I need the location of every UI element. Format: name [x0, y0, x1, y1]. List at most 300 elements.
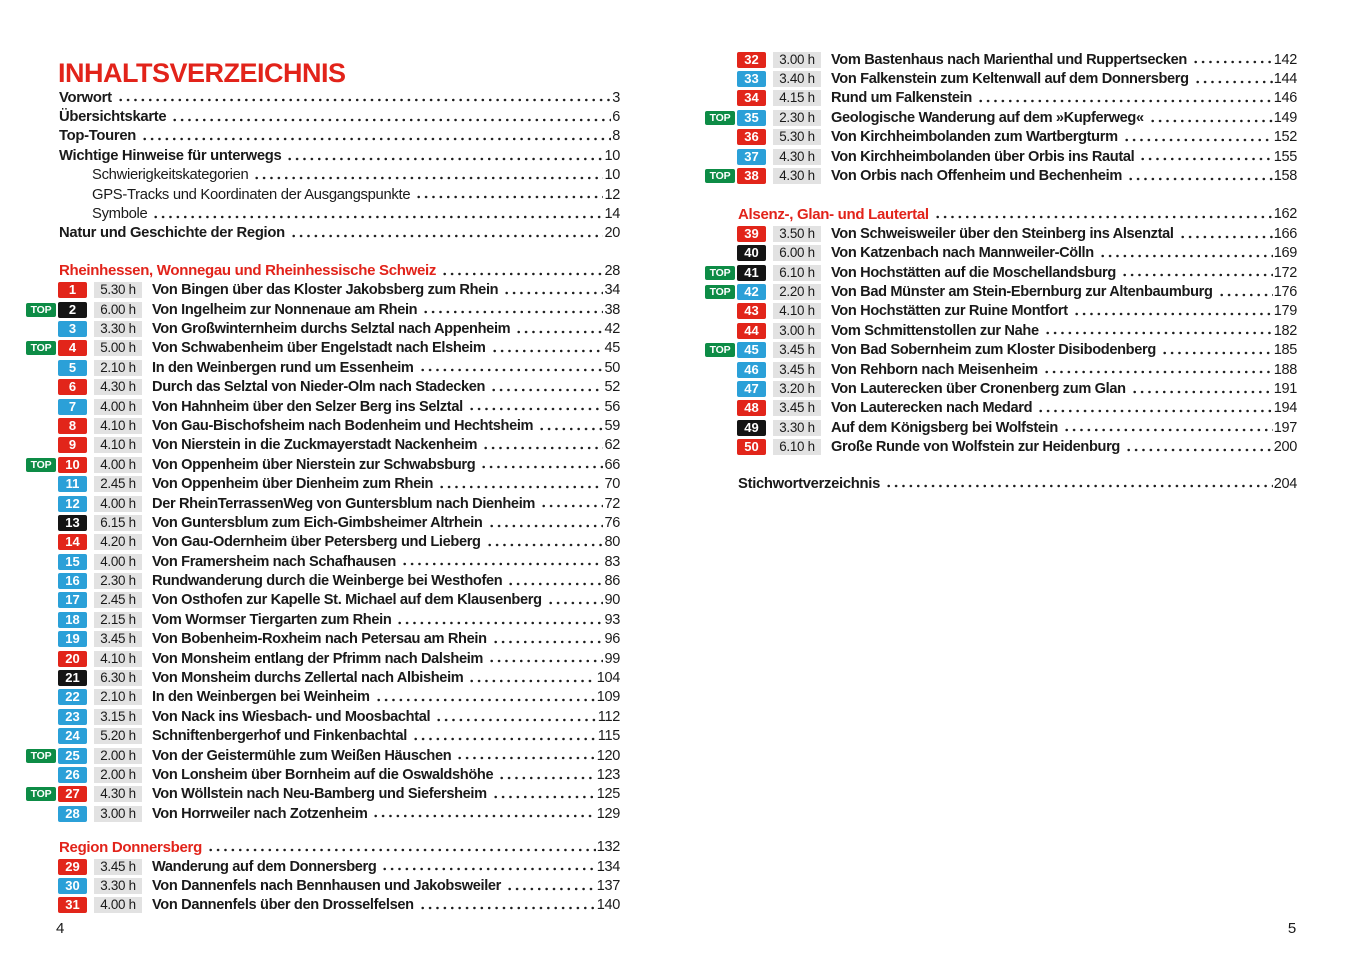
- tour-number-badge: 46: [737, 362, 766, 378]
- tour-number-badge: 14: [58, 534, 87, 550]
- tour-title: Von Dannenfels über den Drosselfelsen: [152, 897, 414, 914]
- tour-number-badge: 16: [58, 573, 87, 589]
- tour-duration: 6.00 h: [773, 245, 821, 261]
- dot-leader: [478, 455, 603, 474]
- dot-leader: [436, 474, 603, 493]
- entry-page-number: 70: [604, 476, 620, 493]
- tour-number-badge: 17: [58, 592, 87, 608]
- heading-row: [705, 205, 1297, 224]
- tour-title: In den Weinbergen rund um Essenheim: [152, 359, 414, 376]
- tour-row: [705, 69, 1297, 88]
- tour-duration: 4.00 h: [94, 399, 142, 415]
- dot-leader: [1190, 50, 1273, 69]
- tour-number-badge: 2: [58, 302, 87, 318]
- dot-leader: [484, 533, 604, 552]
- front-row: [26, 146, 620, 165]
- section-heading: Region Donnersberg: [59, 838, 202, 856]
- entry-page-number: 197: [1273, 419, 1297, 436]
- top-badge-slot: [26, 303, 58, 317]
- tour-row: [26, 494, 620, 513]
- spacer: [26, 823, 620, 837]
- plain-row: [705, 474, 1297, 493]
- top-badge-slot: [26, 749, 58, 763]
- entry-page-number: 62: [604, 437, 620, 454]
- entry-page-number: 76: [604, 514, 620, 531]
- tour-row: [26, 707, 620, 726]
- dot-leader: [536, 416, 603, 435]
- entry-page-number: 86: [604, 573, 620, 590]
- tour-duration: 4.20 h: [94, 534, 142, 550]
- entry-page-number: 179: [1273, 303, 1297, 320]
- entry-page-number: 14: [604, 206, 620, 223]
- dot-leader: [1061, 418, 1273, 437]
- tour-title: Von Gau-Bischofsheim nach Bodenheim und Hechtsheim: [152, 417, 534, 434]
- top-badge: TOP: [705, 343, 735, 357]
- spacer: [26, 243, 620, 261]
- dot-leader: [251, 166, 603, 185]
- top-badge: TOP: [26, 341, 56, 355]
- dot-leader: [486, 649, 603, 668]
- tour-title: In den Weinbergen bei Weinheim: [152, 689, 370, 706]
- entry-page-number: 200: [1273, 439, 1297, 456]
- tour-number-badge: 19: [58, 631, 87, 647]
- tour-duration: 5.20 h: [94, 728, 142, 744]
- tour-duration: 3.20 h: [773, 381, 821, 397]
- entry-page-number: 152: [1273, 129, 1297, 146]
- tour-row: [26, 727, 620, 746]
- entry-page-number: 142: [1273, 51, 1297, 68]
- tour-duration: 3.30 h: [94, 878, 142, 894]
- tour-row: [26, 513, 620, 532]
- tour-duration: 4.00 h: [94, 496, 142, 512]
- page-title: INHALTSVERZEICHNIS: [58, 58, 346, 89]
- tour-title: Geologische Wanderung auf dem »Kupferweg«: [831, 109, 1144, 126]
- tour-row: [26, 358, 620, 377]
- entry-page-number: 90: [604, 592, 620, 609]
- tour-duration: 4.00 h: [94, 897, 142, 913]
- tour-number-badge: 15: [58, 554, 87, 570]
- tour-row: [705, 360, 1297, 379]
- tour-number-badge: 1: [58, 282, 87, 298]
- tour-row: [26, 474, 620, 493]
- tour-number-badge: 33: [737, 71, 766, 87]
- tour-duration: 3.45 h: [773, 400, 821, 416]
- entry-page-number: 72: [604, 495, 620, 512]
- tour-row: [26, 785, 620, 804]
- dot-leader: [139, 127, 611, 146]
- tour-duration: 5.00 h: [94, 340, 142, 356]
- tour-duration: 3.30 h: [94, 321, 142, 337]
- dot-leader: [413, 185, 603, 204]
- entry-page-number: 10: [604, 147, 620, 164]
- tour-duration: 6.10 h: [773, 439, 821, 455]
- tour-row: [705, 147, 1297, 166]
- tour-number-badge: 31: [58, 897, 87, 913]
- entry-page-number: 104: [596, 670, 620, 687]
- entry-page-number: 146: [1273, 90, 1297, 107]
- tour-number-badge: 23: [58, 709, 87, 725]
- tour-row: [705, 128, 1297, 147]
- dot-leader: [150, 204, 603, 223]
- top-badge-slot: [705, 285, 737, 299]
- tour-row: [26, 804, 620, 823]
- dot-leader: [1071, 302, 1273, 321]
- tour-row: [705, 340, 1297, 359]
- tour-number-badge: 40: [737, 245, 766, 261]
- tour-number-badge: 20: [58, 651, 87, 667]
- tour-duration: 2.10 h: [94, 360, 142, 376]
- tour-number-badge: 41: [737, 265, 766, 281]
- dot-leader: [394, 610, 603, 629]
- tour-row: [26, 533, 620, 552]
- dot-leader: [1035, 399, 1273, 418]
- tour-duration: 2.30 h: [94, 573, 142, 589]
- tour-title: Vom Wormser Tiergarten zum Rhein: [152, 611, 392, 628]
- tour-number-badge: 48: [737, 400, 766, 416]
- tour-title: Von Gau-Odernheim über Petersberg und Lieberg: [152, 534, 481, 551]
- entry-page-number: 194: [1273, 400, 1297, 417]
- entry-page-number: 8: [612, 128, 620, 145]
- tour-duration: 3.45 h: [773, 342, 821, 358]
- entry-page-number: 52: [604, 379, 620, 396]
- spacer: [705, 186, 1297, 205]
- dot-leader: [370, 804, 595, 823]
- dot-leader: [1042, 321, 1273, 340]
- entry-page-number: 28: [604, 262, 620, 279]
- tour-title: Von Bad Münster am Stein-Ebernburg zur Altenbaumburg: [831, 283, 1213, 300]
- tour-duration: 4.30 h: [773, 149, 821, 165]
- dot-leader: [480, 436, 603, 455]
- dot-leader: [883, 474, 1273, 493]
- entry-page-number: 6: [612, 109, 620, 126]
- entry-page-number: 132: [596, 839, 620, 856]
- dot-leader: [545, 591, 604, 610]
- tour-number-badge: 42: [737, 284, 766, 300]
- tour-number-badge: 29: [58, 859, 87, 875]
- tour-row: [26, 765, 620, 784]
- tour-row: [26, 397, 620, 416]
- tour-title: Von Rehborn nach Meisenheim: [831, 361, 1038, 378]
- tour-duration: 6.10 h: [773, 265, 821, 281]
- dot-leader: [975, 89, 1273, 108]
- tour-title: Von Ingelheim zur Nonnenaue am Rhein: [152, 301, 418, 318]
- tour-number-badge: 32: [737, 52, 766, 68]
- dot-leader: [205, 837, 596, 856]
- dot-leader: [505, 571, 603, 590]
- dot-leader: [433, 707, 597, 726]
- tour-title: Von Lonsheim über Bornheim auf die Oswaldshöhe: [152, 766, 494, 783]
- tour-duration: 3.15 h: [94, 709, 142, 725]
- dot-leader: [417, 358, 604, 377]
- tour-title: Von Nack ins Wiesbach- und Moosbachtal: [152, 708, 431, 725]
- entry-page-number: 83: [604, 553, 620, 570]
- top-badge: TOP: [705, 169, 735, 183]
- entry-page-number: 144: [1273, 71, 1297, 88]
- entry-page-number: 176: [1273, 283, 1297, 300]
- tour-row: [26, 630, 620, 649]
- tour-row: [705, 263, 1297, 282]
- dot-leader: [504, 876, 596, 895]
- tour-row: [705, 89, 1297, 108]
- tour-number-badge: 44: [737, 323, 766, 339]
- tour-row: [26, 571, 620, 590]
- entry-page-number: 172: [1273, 264, 1297, 281]
- entry-page-number: 204: [1273, 475, 1297, 492]
- tour-title: Von Bingen über das Kloster Jakobsberg zum Rhein: [152, 282, 499, 299]
- tour-row: [26, 436, 620, 455]
- tour-row: [26, 281, 620, 300]
- heading-row: [26, 261, 620, 280]
- tour-title: Von Lauterecken über Cronenberg zum Glan: [831, 380, 1126, 397]
- entry-page-number: 123: [596, 766, 620, 783]
- entry-page-number: 191: [1273, 380, 1297, 397]
- tour-number-badge: 28: [58, 806, 87, 822]
- dot-leader: [538, 494, 603, 513]
- tour-title: Durch das Selztal von Nieder-Olm nach Stadecken: [152, 379, 486, 396]
- entry-page-number: 140: [596, 897, 620, 914]
- dot-leader: [466, 397, 604, 416]
- entry-page-number: 20: [604, 225, 620, 242]
- tour-row: [705, 282, 1297, 301]
- toc-entry-label: Stichwortverzeichnis: [738, 475, 881, 492]
- tour-number-badge: 27: [58, 786, 87, 802]
- tour-number-badge: 9: [58, 437, 87, 453]
- entry-page-number: 112: [597, 708, 620, 725]
- tour-duration: 2.00 h: [94, 767, 142, 783]
- tour-number-badge: 6: [58, 379, 87, 395]
- toc-entry-label: Natur und Geschichte der Region: [59, 225, 285, 242]
- entry-page-number: 80: [604, 534, 620, 551]
- front-row: [26, 88, 620, 107]
- tour-title: Von Monsheim durchs Zellertal nach Albisheim: [152, 670, 464, 687]
- tour-title: Von Oppenheim über Dienheim zum Rhein: [152, 476, 434, 493]
- tour-row: [705, 399, 1297, 418]
- tour-duration: 3.45 h: [773, 362, 821, 378]
- tour-title: Rund um Falkenstein: [831, 90, 972, 107]
- tour-row: [705, 244, 1297, 263]
- tour-title: Der RheinTerrassenWeg von Guntersblum nach Dienheim: [152, 495, 536, 512]
- dot-leader: [1159, 340, 1273, 359]
- tour-duration: 6.30 h: [94, 670, 142, 686]
- toc-entry-label: Top-Touren: [59, 128, 136, 145]
- dot-leader: [932, 205, 1273, 224]
- tour-number-badge: 36: [737, 129, 766, 145]
- tour-row: [26, 876, 620, 895]
- tour-duration: 5.30 h: [94, 282, 142, 298]
- tour-duration: 3.30 h: [773, 420, 821, 436]
- tour-title: Von Nierstein in die Zuckmayerstadt Nackenheim: [152, 437, 478, 454]
- dot-leader: [439, 261, 603, 280]
- tour-title: Von Horrweiler nach Zotzenheim: [152, 805, 368, 822]
- dot-leader: [420, 300, 603, 319]
- tour-number-badge: 18: [58, 612, 87, 628]
- entry-page-number: 12: [604, 186, 620, 203]
- entry-page-number: 93: [604, 611, 620, 628]
- top-badge: TOP: [705, 266, 735, 280]
- entry-page-number: 149: [1273, 109, 1297, 126]
- tour-title: Wanderung auf dem Donnersberg: [152, 858, 377, 875]
- dot-leader: [115, 88, 612, 107]
- entry-page-number: 188: [1273, 361, 1297, 378]
- dot-leader: [1097, 244, 1273, 263]
- dot-leader: [410, 727, 597, 746]
- tour-duration: 4.10 h: [94, 418, 142, 434]
- top-badge: TOP: [705, 285, 735, 299]
- toc-column-left: [26, 88, 620, 915]
- tour-duration: 2.45 h: [94, 592, 142, 608]
- tour-number-badge: 45: [737, 342, 766, 358]
- tour-number-badge: 49: [737, 420, 766, 436]
- tour-duration: 6.00 h: [94, 302, 142, 318]
- tour-number-badge: 13: [58, 515, 87, 531]
- dot-leader: [1137, 147, 1272, 166]
- page-number-left: 4: [56, 920, 65, 937]
- tour-duration: 4.00 h: [94, 457, 142, 473]
- tour-number-badge: 21: [58, 670, 87, 686]
- tour-duration: 3.40 h: [773, 71, 821, 87]
- tour-number-badge: 22: [58, 689, 87, 705]
- tour-row: [26, 896, 620, 915]
- entry-page-number: 166: [1273, 225, 1297, 242]
- dot-leader: [399, 552, 603, 571]
- dot-leader: [169, 107, 611, 126]
- tour-duration: 3.45 h: [94, 859, 142, 875]
- toc-entry-label: Wichtige Hinweise für unterwegs: [59, 147, 282, 164]
- top-badge: TOP: [26, 749, 56, 763]
- page-number-right: 5: [1287, 920, 1297, 937]
- tour-duration: 4.30 h: [94, 379, 142, 395]
- entry-page-number: 169: [1273, 245, 1297, 262]
- tour-duration: 2.10 h: [94, 689, 142, 705]
- dot-leader: [1041, 360, 1273, 379]
- tour-row: [26, 649, 620, 668]
- dot-leader: [489, 339, 604, 358]
- tour-row: [705, 379, 1297, 398]
- tour-title: Von Oppenheim über Nierstein zur Schwabsburg: [152, 456, 476, 473]
- tour-title: Von Osthofen zur Kapelle St. Michael auf dem Klausenberg: [152, 592, 542, 609]
- front-indent-row: [26, 204, 620, 223]
- tour-title: Von der Geistermühle zum Weißen Häuschen: [152, 747, 452, 764]
- dot-leader: [486, 513, 604, 532]
- tour-title: Vom Bastenhaus nach Marienthal und Ruppertsecken: [831, 51, 1187, 68]
- tour-title: Von Lauterecken nach Medard: [831, 400, 1033, 417]
- tour-number-badge: 26: [58, 767, 87, 783]
- top-badge: TOP: [26, 458, 56, 472]
- tour-row: [705, 437, 1297, 456]
- entry-page-number: 66: [604, 456, 620, 473]
- tour-title: Von Bobenheim-Roxheim nach Petersau am Rhein: [152, 631, 487, 648]
- tour-number-badge: 10: [58, 457, 87, 473]
- dot-leader: [1123, 437, 1273, 456]
- dot-leader: [1129, 379, 1273, 398]
- dot-leader: [284, 146, 603, 165]
- tour-row: [26, 339, 620, 358]
- tour-row: [26, 668, 620, 687]
- tour-title: Von Falkenstein zum Keltenwall auf dem Donnersberg: [831, 71, 1189, 88]
- heading-row: [26, 837, 620, 856]
- dot-leader: [1121, 128, 1273, 147]
- tour-duration: 4.10 h: [94, 437, 142, 453]
- tour-number-badge: 47: [737, 381, 766, 397]
- tour-duration: 3.00 h: [773, 52, 821, 68]
- dot-leader: [513, 319, 603, 338]
- entry-page-number: 50: [604, 359, 620, 376]
- entry-page-number: 158: [1273, 168, 1297, 185]
- tour-duration: 2.30 h: [773, 110, 821, 126]
- entry-page-number: 96: [604, 631, 620, 648]
- top-badge: TOP: [26, 787, 56, 801]
- tour-row: [705, 418, 1297, 437]
- tour-row: [705, 108, 1297, 127]
- tour-number-badge: 8: [58, 418, 87, 434]
- tour-duration: 2.45 h: [94, 476, 142, 492]
- tour-duration: 3.00 h: [773, 323, 821, 339]
- tour-number-badge: 38: [737, 168, 766, 184]
- dot-leader: [417, 896, 596, 915]
- tour-title: Schniftenbergerhof und Finkenbachtal: [152, 728, 407, 745]
- tour-title: Von Monsheim entlang der Pfrimm nach Dalsheim: [152, 650, 484, 667]
- toc-entry-label: Schwierigkeitskategorien: [92, 167, 249, 184]
- entry-page-number: 185: [1273, 342, 1297, 359]
- dot-leader: [1216, 282, 1273, 301]
- entry-page-number: 129: [596, 805, 620, 822]
- entry-page-number: 3: [612, 89, 620, 106]
- entry-page-number: 42: [604, 320, 620, 337]
- entry-page-number: 120: [596, 747, 620, 764]
- top-badge-slot: [26, 341, 58, 355]
- tour-title: Auf dem Königsberg bei Wolfstein: [831, 419, 1058, 436]
- tour-number-badge: 30: [58, 878, 87, 894]
- tour-row: [26, 377, 620, 396]
- tour-title: Von Wöllstein nach Neu-Bamberg und Siefersheim: [152, 786, 487, 803]
- entry-page-number: 162: [1273, 206, 1297, 223]
- tour-number-badge: 5: [58, 360, 87, 376]
- tour-number-badge: 7: [58, 399, 87, 415]
- tour-row: [26, 300, 620, 319]
- tour-number-badge: 43: [737, 303, 766, 319]
- tour-title: Von Bad Sobernheim zum Kloster Disibodenberg: [831, 342, 1156, 359]
- tour-row: [26, 416, 620, 435]
- tour-title: Von Schweisweiler über den Steinberg ins Alsenztal: [831, 225, 1174, 242]
- entry-page-number: 45: [604, 340, 620, 357]
- tour-number-badge: 25: [58, 748, 87, 764]
- tour-title: Von Hochstätten zur Ruine Montfort: [831, 303, 1068, 320]
- tour-duration: 2.15 h: [94, 612, 142, 628]
- dot-leader: [1177, 224, 1273, 243]
- top-badge: TOP: [26, 303, 56, 317]
- toc-entry-label: GPS-Tracks und Koordinaten der Ausgangspunkte: [92, 186, 411, 203]
- entry-page-number: 115: [597, 728, 620, 745]
- dot-leader: [501, 281, 603, 300]
- entry-page-number: 137: [596, 877, 620, 894]
- front-row: [26, 107, 620, 126]
- section-heading: Alsenz-, Glan- und Lautertal: [738, 205, 929, 223]
- front-row: [26, 127, 620, 146]
- tour-title: Vom Schmittenstollen zur Nahe: [831, 322, 1039, 339]
- tour-title: Von Guntersblum zum Eich-Gimbsheimer Altrhein: [152, 514, 483, 531]
- dot-leader: [288, 224, 604, 243]
- entry-page-number: 34: [604, 282, 620, 299]
- tour-title: Große Runde von Wolfstein zur Heidenburg: [831, 439, 1120, 456]
- tour-number-badge: 3: [58, 321, 87, 337]
- tour-number-badge: 39: [737, 226, 766, 242]
- tour-title: Von Großwinternheim durchs Selztal nach Appenheim: [152, 320, 511, 337]
- tour-number-badge: 50: [737, 439, 766, 455]
- dot-leader: [490, 630, 604, 649]
- top-badge: TOP: [705, 111, 735, 125]
- dot-leader: [1119, 263, 1273, 282]
- top-badge-slot: [705, 266, 737, 280]
